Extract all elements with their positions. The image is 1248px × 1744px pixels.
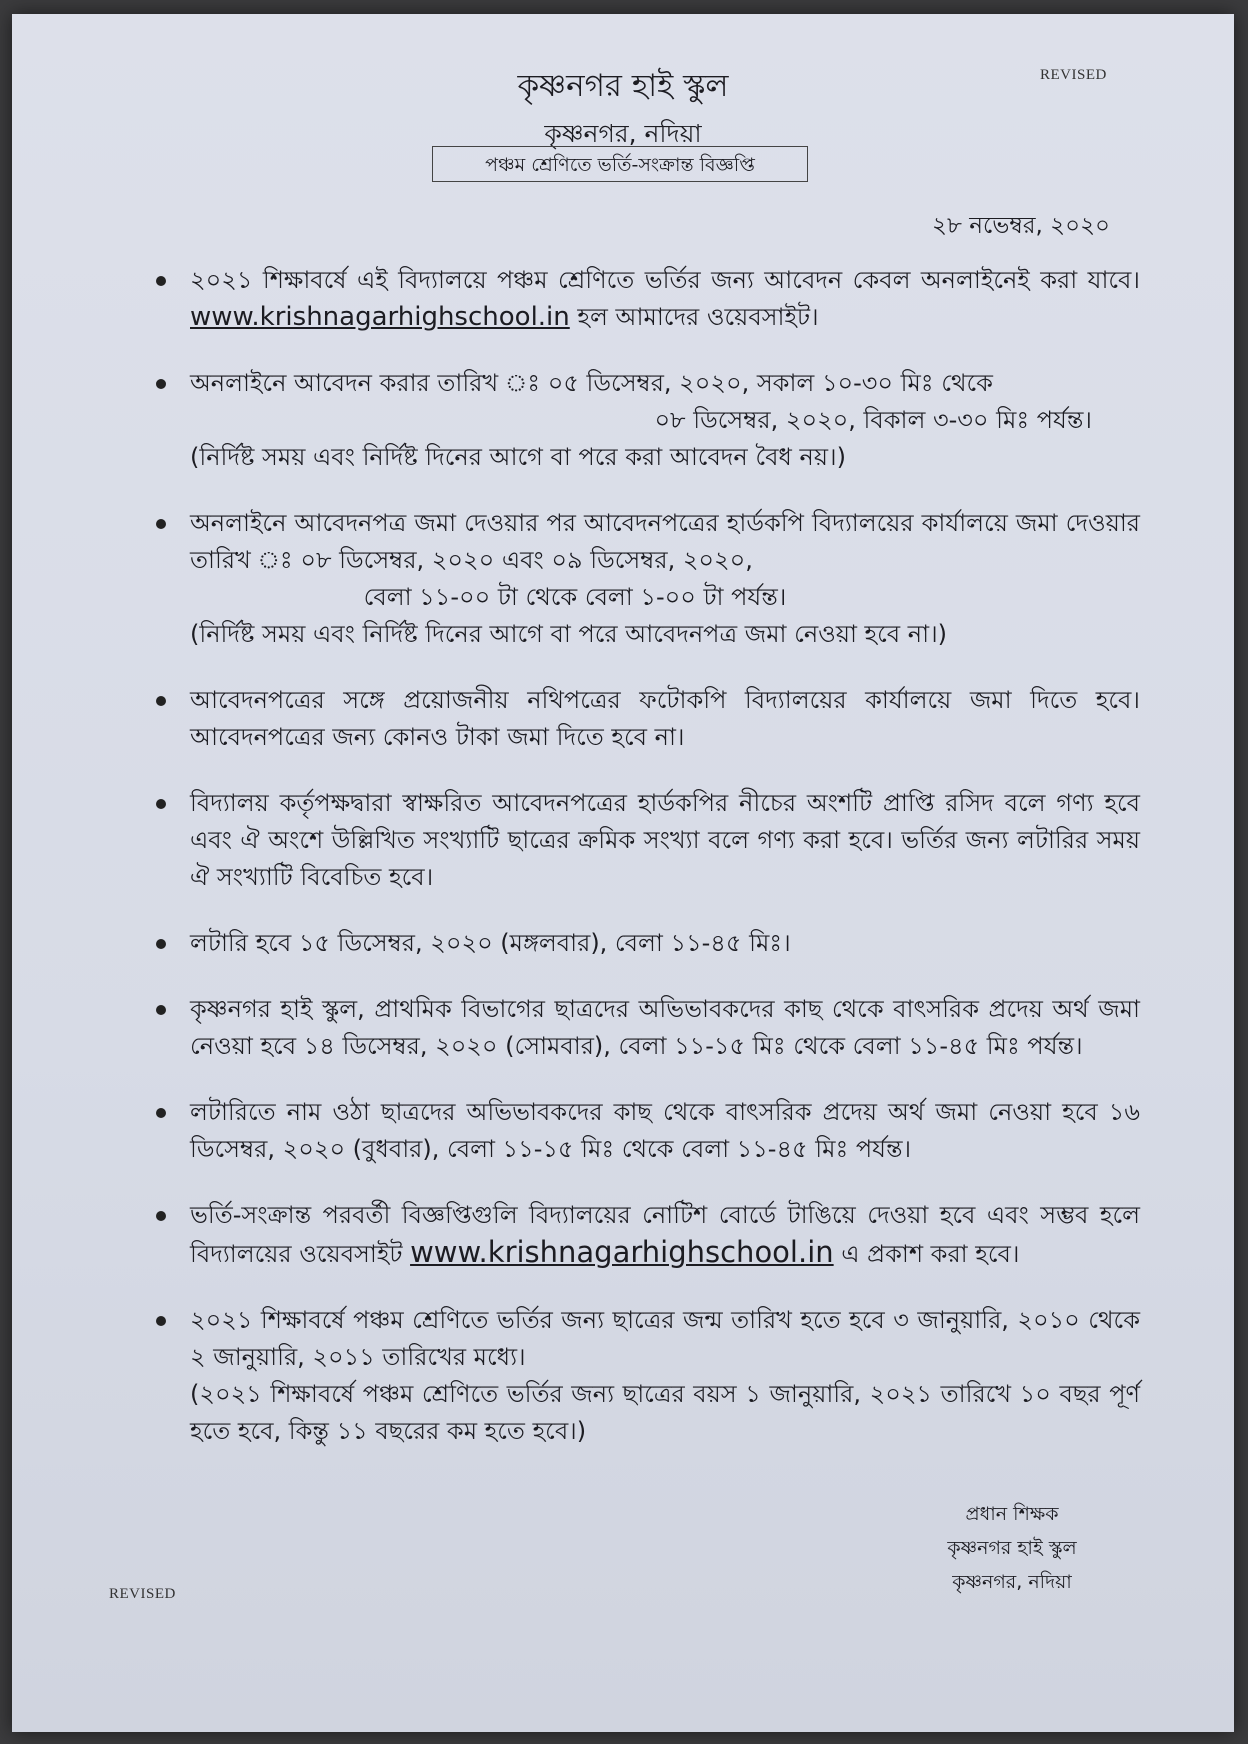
point-text: লটারি হবে ১৫ ডিসেম্বর, ২০২০ (মঙ্গলবার), বেলা ১১-৪৫ মিঃ। [190, 929, 791, 957]
point-text: এ প্রকাশ করা হবে। [833, 1240, 1020, 1268]
point-application-dates [150, 365, 1140, 476]
point-receipt [150, 785, 1140, 896]
point-text: বিদ্যালয় কর্তৃপক্ষদ্বারা স্বাক্ষরিত আবেদনপত্রের হার্ডকপির নীচের অংশটি প্রাপ্তি রসিদ বলে গণ্য হবে এবং ঐ অংশে উল্লিখিত সংখ্যাটি ছাত্রের ক্রমিক সংখ্যা বলে গণ্য করা হবে। ভর্তির জন্য লটারির সময় ঐ সংখ্যাটি বিবেচিত হবে। [190, 789, 1140, 891]
point-text: ২০২১ শিক্ষাবর্ষে এই বিদ্যালয়ে পঞ্চম শ্রেণিতে ভর্তির জন্য আবেদন কেবল অনলাইনেই করা যাবে। [190, 266, 1140, 294]
point-birth-date [150, 1302, 1140, 1450]
bullet-icon [156, 276, 166, 286]
point-primary-fees [150, 991, 1140, 1065]
bullet-icon [156, 1316, 166, 1326]
notice-title: পঞ্চম শ্রেণিতে ভর্তি-সংক্রান্ত বিজ্ঞপ্তি [432, 146, 808, 182]
school-place: কৃষ্ণনগর, নদিয়া [544, 119, 702, 148]
point-online-application [150, 262, 1140, 336]
point-text: আবেদনপত্রের সঙ্গে প্রয়োজনীয় নথিপত্রের ফটোকপি বিদ্যালয়ের কার্যালয়ে জমা দিতে হবে। আবেদনপত্রের জন্য কোনও টাকা জমা দিতে হবে না। [190, 686, 1140, 751]
notice-sheet [12, 14, 1234, 1732]
revised-stamp-bottom: REVISED [109, 1586, 176, 1602]
point-note: (নির্দিষ্ট সময় এবং নির্দিষ্ট দিনের আগে বা পরে করা আবেদন বৈধ নয়।) [190, 443, 846, 471]
bullet-icon [156, 1211, 166, 1221]
school-website-link[interactable]: www.krishnagarhighschool.in [190, 302, 570, 332]
point-line: ০৮ ডিসেম্বর, ২০২০, বিকাল ৩-৩০ মিঃ পর্যন্ত। [654, 406, 1092, 434]
point-text: কৃষ্ণনগর হাই স্কুল, প্রাথমিক বিভাগের ছাত্রদের অভিভাবকদের কাছ থেকে বাৎসরিক প্রদেয় অর্থ জমা নেওয়া হবে ১৪ ডিসেম্বর, ২০২০ (সোমবার), বেলা ১১-১৫ মিঃ থেকে বেলা ১১-৪৫ মিঃ পর্যন্ত। [190, 995, 1140, 1060]
point-further-notices [150, 1197, 1140, 1273]
point-line: অনলাইনে আবেদন করার তারিখ ঃ ০৫ ডিসেম্বর, ২০২০, সকাল ১০-৩০ মিঃ থেকে [190, 369, 993, 397]
bullet-icon [156, 939, 166, 949]
bullet-icon [156, 1005, 166, 1015]
point-text: ২০২১ শিক্ষাবর্ষে পঞ্চম শ্রেণিতে ভর্তির জন্য ছাত্রের জন্ম তারিখ হতে হবে ৩ জানুয়ারি, ২০১০ থেকে ২ জানুয়ারি, ২০১১ তারিখের মধ্যে। [190, 1306, 1140, 1371]
revised-stamp-top: REVISED [1040, 67, 1107, 83]
bullet-icon [156, 799, 166, 809]
point-lottery-fees [150, 1094, 1140, 1168]
notice-date: ২৮ নভেম্বর, ২০২০ [932, 213, 1110, 239]
point-documents [150, 682, 1140, 756]
bullet-icon [156, 519, 166, 529]
bullet-icon [156, 696, 166, 706]
point-text: হল আমাদের ওয়েবসাইট। [569, 303, 819, 331]
signature-place: কৃষ্ণনগর, নদিয়া [952, 1571, 1072, 1593]
bullet-icon [156, 1108, 166, 1118]
school-website-link[interactable]: www.krishnagarhighschool.in [410, 1235, 834, 1269]
point-lottery-date [150, 925, 1140, 962]
point-line: বেলা ১১-০০ টা থেকে বেলা ১-০০ টা পর্যন্ত। [363, 583, 787, 611]
point-note: (নির্দিষ্ট সময় এবং নির্দিষ্ট দিনের আগে বা পরে আবেদনপত্র জমা নেওয়া হবে না।) [190, 620, 948, 648]
signature-school: কৃষ্ণনগর হাই স্কুল [947, 1537, 1077, 1559]
point-text: ভর্তি-সংক্রান্ত পরবর্তী বিজ্ঞপ্তিগুলি বিদ্যালয়ের নোটিশ বোর্ডে টাঙিয়ে দেওয়া হবে এবং সম্ভব হলে বিদ্যালয়ের ওয়েবসাইট [190, 1201, 1140, 1268]
point-line: অনলাইনে আবেদনপত্র জমা দেওয়ার পর আবেদনপত্রের হার্ডকপি বিদ্যালয়ের কার্যালয়ে জমা দেওয়ার তারিখ ঃ ০৮ ডিসেম্বর, ২০২০ এবং ০৯ ডিসেম্বর, ২০২০, [190, 509, 1140, 574]
point-note: (২০২১ শিক্ষাবর্ষে পঞ্চম শ্রেণিতে ভর্তির জন্য ছাত্রের বয়স ১ জানুয়ারি, ২০২১ তারিখে ১০ বছর পূর্ণ হতে হবে, কিন্তু ১১ বছরের কম হতে হবে।) [190, 1380, 1140, 1445]
bullet-icon [156, 379, 166, 389]
point-text: লটারিতে নাম ওঠা ছাত্রদের অভিভাবকদের কাছ থেকে বাৎসরিক প্রদেয় অর্থ জমা নেওয়া হবে ১৬ ডিসেম্বর, ২০২০ (বুধবার), বেলা ১১-১৫ মিঃ থেকে বেলা ১১-৪৫ মিঃ পর্যন্ত। [190, 1098, 1140, 1163]
point-hardcopy-submission [150, 505, 1140, 653]
school-name: কৃষ্ণনগর হাই স্কুল [517, 68, 729, 104]
notice-points [150, 262, 1140, 1479]
signature-designation: প্রধান শিক্ষক [965, 1503, 1059, 1525]
signature-block [892, 1497, 1132, 1599]
